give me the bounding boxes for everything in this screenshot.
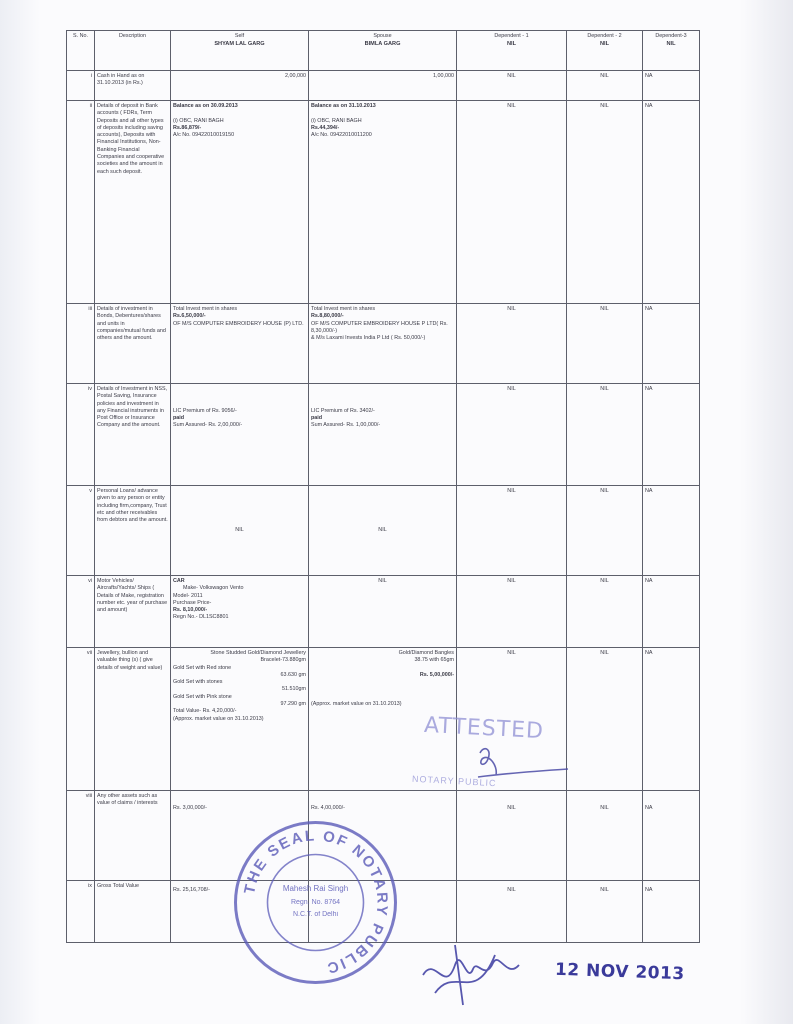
- dependent-1-value: NIL: [457, 384, 567, 486]
- table-header-row: [67, 31, 700, 71]
- self-value: Stone Studded Gold/Diamond Jewellery Bracelet-73.880gm Gold Set with Red stone 63.630 gm Gold Set with stones 51.510gm Gold Set with Pink stone 97.290 gm Total Value- Rs. 4,20,000/- (Approx. market value on 31.10.2013): [171, 648, 309, 791]
- self-value: Rs. 25,16,708/-: [171, 881, 309, 943]
- dependent-1-value: NIL: [457, 881, 567, 943]
- attested-stamp-text: ATTESTED: [423, 712, 545, 745]
- dependent-1-value: NIL: [457, 576, 567, 648]
- seal-ring-text: THE SEAL OF NOTARY PUBLIC: [241, 827, 391, 977]
- asset-declaration-table: [66, 30, 700, 943]
- row-number: viii: [67, 791, 95, 881]
- spouse-value: Gold/Diamond Bangles 38.75 with 65gm Rs. 5,00,000/- (Approx. market value on 31.10.2013): [309, 648, 457, 791]
- self-value: LIC Premium of Rs. 9056/- paid Sum Assured- Rs. 2,00,000/-: [171, 384, 309, 486]
- dependent-2-value: NIL: [567, 576, 643, 648]
- self-value: CAR Make- Volkswagon Vento Model- 2011 Purchase Price- Rs. 8,10,000/- Regn No.- DL1SC8801: [171, 576, 309, 648]
- table-row: [67, 648, 700, 791]
- dependent-2-value: NIL: [567, 791, 643, 881]
- signature-icon: [415, 935, 535, 1010]
- col-description: Description: [95, 31, 171, 71]
- row-number: i: [67, 71, 95, 101]
- col-dependent-1: Dependent - 1 NIL: [457, 31, 567, 71]
- row-number: ii: [67, 101, 95, 304]
- col-spouse: Spouse BIMLA GARG: [309, 31, 457, 71]
- row-number: iii: [67, 304, 95, 384]
- spouse-value: Balance as on 31.10.2013 (i) OBC, RANI BAGH Rs.44,394/- A/c No. 09422010011200: [309, 101, 457, 304]
- self-value: NIL: [171, 486, 309, 576]
- dependent-3-value: NA: [643, 486, 700, 576]
- row-description: Cash in Hand as on 31.10.2013 (in Rs.): [95, 71, 171, 101]
- dependent-1-value: NIL: [457, 791, 567, 881]
- row-description: Motor Vehicles/ Aircrafts/Yachts/ Ships ( Details of Make, registration number etc. year of purchase and amount): [95, 576, 171, 648]
- dependent-3-value: NA: [643, 71, 700, 101]
- self-value: Balance as on 30.09.2013 (i) OBC, RANI BAGH Rs.86,879/- A/c No. 09422010019150: [171, 101, 309, 304]
- table-row: [67, 71, 700, 101]
- dependent-1-value: NIL: [457, 304, 567, 384]
- spouse-value: NIL: [309, 486, 457, 576]
- row-number: vi: [67, 576, 95, 648]
- table-row: [67, 101, 700, 304]
- dependent-3-value: NA: [643, 648, 700, 791]
- dependent-2-value: NIL: [567, 71, 643, 101]
- seal-center-line-3: N.C.T. of Delhi: [292, 911, 339, 918]
- dependent-1-value: NIL: [457, 71, 567, 101]
- notary-seal-icon: [228, 815, 403, 990]
- dependent-2-value: NIL: [567, 881, 643, 943]
- seal-center-line-2: Regn. No. 8764: [290, 899, 341, 906]
- date-stamp: 12 NOV 2013: [554, 959, 686, 985]
- col-self: Self SHYAM LAL GARG: [171, 31, 309, 71]
- table-row: [67, 486, 700, 576]
- spouse-value: Rs. 4,00,000/-: [309, 791, 457, 881]
- dependent-2-value: NIL: [567, 101, 643, 304]
- row-description: Any other assets such as value of claims / interests: [95, 791, 171, 881]
- seal-center-line-1: Mahesh Rai Singh: [282, 884, 349, 893]
- self-value: Rs. 3,00,000/-: [171, 791, 309, 881]
- row-number: ix: [67, 881, 95, 943]
- self-value: Total Invest ment in shares Rs.6,50,000/- OF M/S COMPUTER EMBROIDERY HOUSE (P) LTD.: [171, 304, 309, 384]
- row-number: iv: [67, 384, 95, 486]
- spouse-value: 1,00,000: [309, 71, 457, 101]
- row-number: v: [67, 486, 95, 576]
- spouse-value: LIC Premium of Rs. 3402/- paid Sum Assured- Rs. 1,00,000/-: [309, 384, 457, 486]
- notary-public-text: NOTARY PUBLIC: [411, 773, 497, 789]
- dependent-3-value: NA: [643, 384, 700, 486]
- row-description: Details of Investment in NSS, Postal Saving, Insurance policies and investment in any Financial instruments in Post Office or Insurance Company and the amount.: [95, 384, 171, 486]
- dependent-2-value: NIL: [567, 648, 643, 791]
- dependent-1-value: NIL: [457, 101, 567, 304]
- dependent-2-value: NIL: [567, 486, 643, 576]
- dependent-1-value: NIL: [457, 486, 567, 576]
- row-description: Details of deposit in Bank accounts ( FDRs, Term Deposits and all other types of deposits including saving accounts), Deposits with Financial Institutions, Non-Banking Financial Companies and cooperative societies and the amount in each such deposit.: [95, 101, 171, 304]
- dependent-3-value: NA: [643, 881, 700, 943]
- col-dependent-3: Dependent-3 NIL: [643, 31, 700, 71]
- table-row: [67, 576, 700, 648]
- col-sno: S. No.: [67, 31, 95, 71]
- spouse-value: NIL: [309, 576, 457, 648]
- dependent-3-value: NA: [643, 576, 700, 648]
- dependent-3-value: NA: [643, 101, 700, 304]
- spouse-value: Total Invest ment in shares Rs.8,80,000/- OF M/S COMPUTER EMBROIDERY HOUSE P LTD( Rs. 8,30,000/-) & M/s Laxami Invests India P Ltd ( Rs. 50,000/-): [309, 304, 457, 384]
- self-value: 2,00,000: [171, 71, 309, 101]
- dependent-3-value: NA: [643, 304, 700, 384]
- row-description: Gross Total Value: [95, 881, 171, 943]
- table-row: [67, 304, 700, 384]
- row-description: Personal Loans/ advance given to any person or entity including firm,company, Trust etc and other receivables from debtors and the amount.: [95, 486, 171, 576]
- table-row: [67, 384, 700, 486]
- dependent-2-value: NIL: [567, 304, 643, 384]
- row-description: Jewellery, bullion and valuable thing (s) ( give details of weight and value): [95, 648, 171, 791]
- dependent-2-value: NIL: [567, 384, 643, 486]
- row-number: vii: [67, 648, 95, 791]
- row-description: Details of investment in Bonds, Debentures/shares and units in companies/mutual funds and others and the amount.: [95, 304, 171, 384]
- dependent-1-value: NIL: [457, 648, 567, 791]
- col-dependent-2: Dependent - 2 NIL: [567, 31, 643, 71]
- dependent-3-value: NA: [643, 791, 700, 881]
